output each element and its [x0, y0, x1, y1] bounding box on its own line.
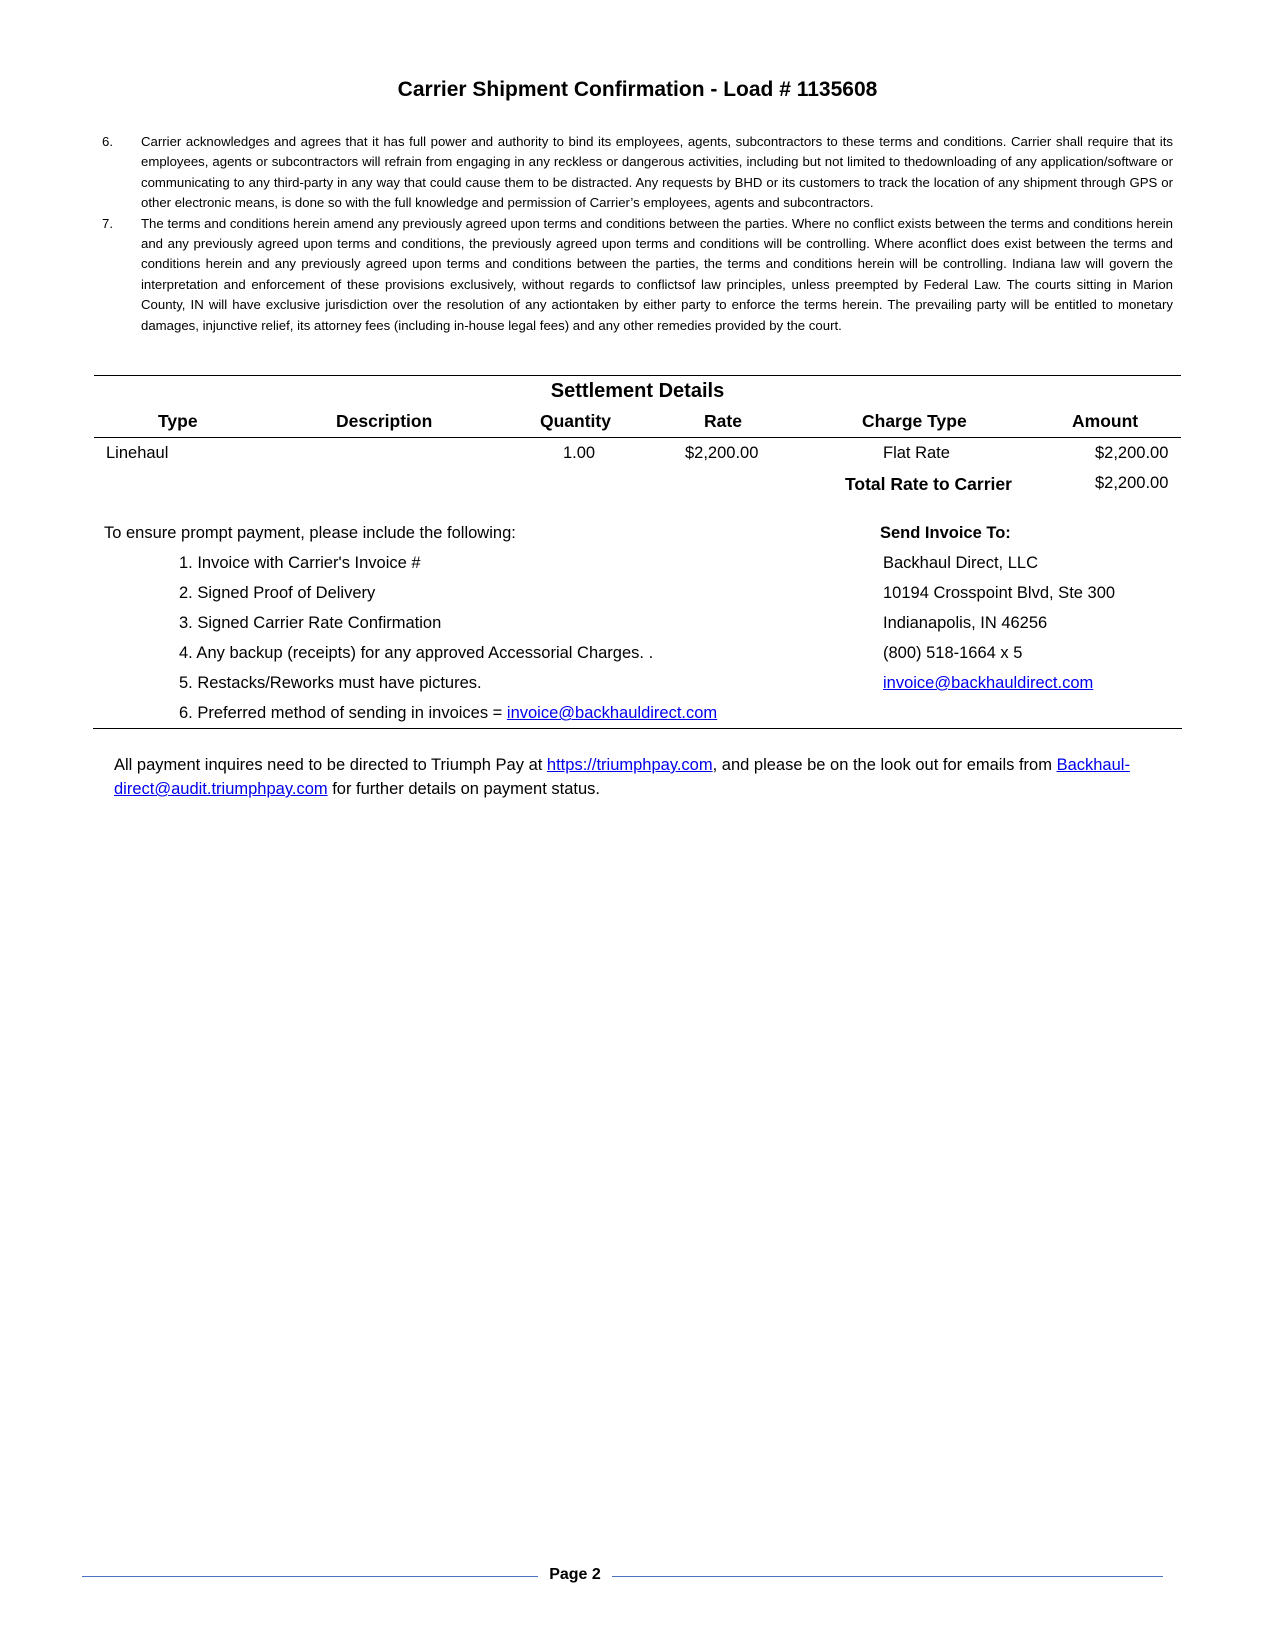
send-invoice-heading: Send Invoice To: [880, 524, 1011, 542]
total-amount: $2,200.00 [1095, 474, 1169, 492]
requirement-item: 1. Invoice with Carrier's Invoice # [179, 554, 421, 572]
requirement-text: 6. Preferred method of sending in invoices = [179, 704, 507, 722]
payment-note-text: for further details on payment status. [327, 780, 601, 798]
triumphpay-link[interactable]: https://triumphpay.com [546, 756, 713, 774]
header-charge-type: Charge Type [862, 411, 967, 431]
cell-type: Linehaul [106, 444, 169, 462]
send-invoice-email-link[interactable]: invoice@backhauldirect.com [883, 674, 1094, 692]
invoice-phone: (800) 518-1664 x 5 [883, 644, 1023, 662]
payment-requirements-intro: To ensure prompt payment, please include the following: [104, 524, 516, 542]
requirement-item [179, 704, 717, 723]
term-item [100, 214, 1173, 336]
terms-list [100, 132, 1173, 336]
page-title: Carrier Shipment Confirmation - Load # 1135608 [397, 78, 878, 101]
term-number: 7. [102, 215, 113, 231]
header-description: Description [336, 411, 433, 431]
cell-amount: $2,200.00 [1095, 444, 1169, 462]
payment-note-text: All payment inquires need to be directed to Triumph Pay at [114, 756, 547, 774]
footer-divider [82, 1576, 538, 1577]
requirement-item: 2. Signed Proof of Delivery [179, 584, 376, 602]
invoice-email-row [883, 674, 1093, 693]
term-number: 6. [102, 134, 113, 149]
page-number: Page 2 [549, 1566, 601, 1583]
cell-quantity: 1.00 [563, 444, 596, 462]
header-amount: Amount [1072, 411, 1139, 431]
requirement-item: 5. Restacks/Reworks must have pictures. [179, 674, 482, 692]
audit-email-link[interactable]: Backhaul-direct@audit.triumphpay.com [114, 756, 1130, 798]
cell-charge-type: Flat Rate [883, 444, 950, 462]
requirement-item: 3. Signed Carrier Rate Confirmation [179, 614, 442, 632]
footer-divider [612, 1576, 1163, 1577]
invoice-email-link[interactable]: invoice@backhauldirect.com [506, 704, 718, 722]
invoice-company: Backhaul Direct, LLC [883, 554, 1038, 572]
total-label: Total Rate to Carrier [845, 474, 1012, 494]
header-quantity: Quantity [540, 411, 611, 431]
term-item [100, 132, 1173, 214]
term-text: The terms and conditions herein amend any previously agreed upon terms and conditions between the parties. Where no conflict exists between the terms and conditions herein and any previously agreed upon terms and conditions, the previously agreed upon terms and conditions will be controlling. Where aconflict does exist between the terms and conditions herein and any previously agreed upon terms and conditions between the parties, the terms and conditions herein will be controlling. Indiana law will govern the interpretation and enforcement of these provisions exclusively, without regards to conflictsof law principles, unless preempted by Federal Law. The courts sitting in Marion County, IN will have exclusive jurisdiction over the resolution of any actiontaken by either party to enforce the terms herein. The prevailing party will be entitled to monetary damages, injunctive relief, its attorney fees (including in-house legal fees) and any other remedies provided by the court. [141, 215, 1173, 333]
settlement-title: Settlement Details [550, 380, 725, 402]
section-divider [93, 728, 1182, 729]
invoice-street: 10194 Crosspoint Blvd, Ste 300 [883, 584, 1116, 602]
header-type: Type [158, 411, 198, 431]
cell-rate: $2,200.00 [685, 444, 759, 462]
table-header-divider [94, 437, 1181, 438]
invoice-city: Indianapolis, IN 46256 [883, 614, 1048, 632]
section-divider [94, 375, 1181, 376]
requirement-item: 4. Any backup (receipts) for any approved Accessorial Charges. . [179, 644, 654, 662]
term-text: Carrier acknowledges and agrees that it has full power and authority to bind its employees, agents, subcontractors to these terms and conditions. Carrier shall require that its employees, agents or subcontractors will refrain from engaging in any reckless or dangerous activities, including but not limited to thedownloading of any application/software or communicating to any third-party in any way that could cause them to be distracted. Any requests by BHD or its customers to track the location of any shipment through GPS or other electronic means, is done so with the full knowledge and permission of Carrier’s employees, agents and subcontractors. [141, 134, 1173, 211]
payment-note [114, 753, 1194, 801]
payment-note-text: , and please be on the look out for emails from [712, 756, 1057, 774]
header-rate: Rate [704, 411, 742, 431]
